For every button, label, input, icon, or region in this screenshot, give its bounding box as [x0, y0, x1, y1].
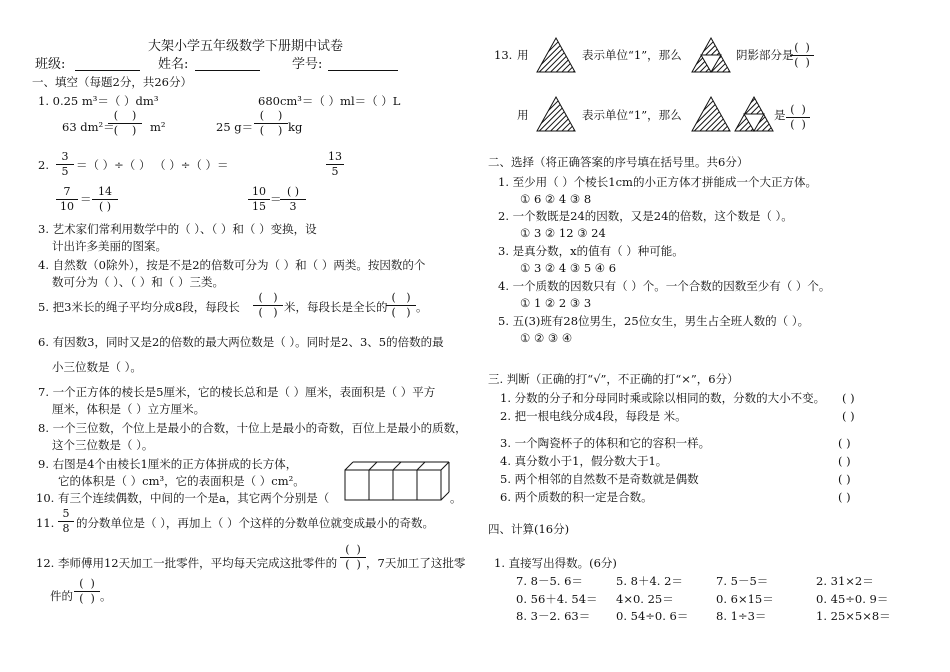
q13-fraction-2[interactable]: ( ) ( ): [786, 104, 810, 131]
q1-c-unit: m²: [150, 120, 166, 134]
calc-item: 8. 3－2. 63＝: [516, 609, 591, 623]
judge-2-answer[interactable]: ( ): [842, 409, 855, 423]
calc-subtitle: 1. 直接写出得数。(6分): [494, 556, 617, 570]
cuboid-figure: [343, 460, 453, 502]
q5-fraction-1[interactable]: ( ) ( ): [253, 292, 283, 319]
q1-d-unit: kg: [288, 120, 303, 134]
q5-part2: 米，每段长是全长的: [284, 300, 388, 314]
section3-title: 三. 判断（正确的打“√”，不正确的打“×”，6分）: [488, 372, 739, 386]
section1-title: 一、填空（每题2分，共26分）: [32, 75, 192, 89]
q9-line2: 它的体积是（ ）cm³，它的表面积是（ ）cm²。: [58, 474, 305, 488]
choice-4: 4. 一个质数的因数只有（ ）个。一个合数的因数至少有（ ）个。: [498, 279, 831, 293]
judge-4-answer[interactable]: ( ): [838, 454, 851, 468]
q13-number: 13.: [494, 48, 513, 62]
q2-fraction-5: 10 15: [248, 186, 270, 213]
calc-item: 7. 5－5＝: [716, 574, 769, 588]
name-blank[interactable]: [195, 70, 260, 71]
judge-5: 5. 两个相邻的自然数不是奇数就是偶数: [500, 472, 699, 486]
class-label: 班级:: [35, 57, 66, 72]
q7-line2: 厘米，体积是（ ）立方厘米。: [52, 402, 206, 416]
q3-line1: 3. 艺术家们常利用数学中的（ ）、（ ）和（ ）变换，设: [38, 222, 317, 236]
choice-3: 3. 是真分数，x的值有（ ）种可能。: [498, 244, 684, 258]
judge-6-answer[interactable]: ( ): [838, 490, 851, 504]
q5-end: 。: [416, 300, 428, 314]
calc-item: 0. 6×15＝: [716, 592, 774, 606]
q6-line2: 小三位数是（ ）。: [52, 360, 142, 374]
q8-line2: 这个三位数是（ ）。: [52, 438, 154, 452]
choice-5: 5. 五(3)班有28位男生，25位女生，男生占全班人数的（ ）。: [498, 314, 810, 328]
q2-middle: ＝（ ）÷（ ） （ ）÷（ ）＝: [76, 158, 229, 172]
triangle-icon: [535, 36, 577, 74]
calc-item: 4×0. 25＝: [616, 592, 674, 606]
q13-unit-1: 表示单位“1”，那么: [582, 48, 682, 62]
q11-text: 的分数单位是（ ），再加上（ ）个这样的分数单位就变成最小的奇数。: [76, 516, 435, 530]
calc-item: 7. 8－5. 6＝: [516, 574, 583, 588]
judge-1: 1. 分数的分子和分母同时乘或除以相同的数，分数的大小不变。: [500, 391, 826, 405]
triangle-icon-2: [535, 95, 577, 133]
calc-item: 2. 31×2＝: [816, 574, 874, 588]
judge-3: 3. 一个陶瓷杯子的体积和它的容积一样。: [500, 436, 711, 450]
id-blank[interactable]: [328, 70, 398, 71]
class-blank[interactable]: [75, 70, 140, 71]
calc-item: 0. 56＋4. 54＝: [516, 592, 598, 606]
q12-part3: 件的: [50, 589, 73, 603]
q13-use-1: 用: [517, 48, 529, 62]
choice-5-options[interactable]: ① ② ③ ④: [520, 331, 573, 345]
q13-is: 是: [774, 108, 786, 122]
judge-6: 6. 两个质数的积一定是合数。: [500, 490, 653, 504]
q2-fraction-6[interactable]: ( ) 3: [280, 186, 306, 213]
q2-fraction-4[interactable]: 14 ( ): [92, 186, 118, 213]
judge-4: 4. 真分数小于1，假分数大于1。: [500, 454, 668, 468]
section4-title: 四、计算(16分): [488, 522, 570, 536]
choice-1-options[interactable]: ① 6 ② 4 ③ 8: [520, 192, 592, 206]
choice-3-options[interactable]: ① 3 ② 4 ③ 5 ④ 6: [520, 261, 617, 275]
triangle-shaded-icon: [690, 36, 732, 74]
section2-title: 二、选择（将正确答案的序号填在括号里。共6分）: [488, 155, 749, 169]
judge-5-answer[interactable]: ( ): [838, 472, 851, 486]
choice-4-options[interactable]: ① 1 ② 2 ③ 3: [520, 296, 592, 310]
q2-fraction-2: 13 5: [328, 150, 342, 178]
q4-line2: 数可分为（ ）、（ ）和（ ）三类。: [52, 275, 224, 289]
q2-fraction-1: 3 5: [56, 151, 74, 178]
calc-item: 8. 1÷3＝: [716, 609, 767, 623]
q12-fraction-1[interactable]: ( ) ( ): [340, 544, 366, 571]
calc-item: 0. 45÷0. 9＝: [816, 592, 889, 606]
id-label: 学号:: [292, 57, 323, 72]
calc-item: 1. 25×5×8＝: [816, 609, 891, 623]
calc-item: 0. 54÷0. 6＝: [616, 609, 689, 623]
q1-d: 25 g＝: [216, 120, 254, 134]
q11-fraction: 5 8: [58, 508, 74, 535]
two-triangles-icon: [690, 95, 780, 133]
q7-line1: 7. 一个正方体的棱长是5厘米，它的棱长总和是（ ）厘米，表面积是（ ）平方: [38, 385, 436, 399]
judge-1-answer[interactable]: ( ): [842, 391, 855, 405]
q5-part1: 5. 把3米长的绳子平均分成8段，每段长: [38, 300, 240, 314]
choice-1: 1. 至少用（ ）个棱长1cm的小正方体才拼能成一个大正方体。: [498, 175, 817, 189]
q2-equals-2: ＝: [270, 192, 282, 206]
q10: 10. 有三个连续偶数，中间的一个是a，其它两个分别是（: [36, 491, 330, 505]
q13-use-2: 用: [517, 108, 529, 122]
q1-d-fraction[interactable]: ( ) ( ): [254, 110, 288, 137]
q13-unit-2: 表示单位“1”，那么: [582, 108, 682, 122]
name-label: 姓名:: [158, 57, 189, 72]
q11-number: 11.: [36, 516, 55, 530]
page-title: 大架小学五年级数学下册期中试卷: [148, 39, 344, 54]
q12-part2: ，7天加工了这批零: [366, 556, 466, 570]
q12-part1: 12. 李师傅用12天加工一批零件，平均每天完成这批零件的: [36, 556, 338, 570]
q6-line1: 6. 有因数3，同时又是2的倍数的最大两位数是（ ）。同时是2、3、5的倍数的最: [38, 335, 444, 349]
q10-end: 。: [450, 491, 462, 505]
q13-fraction-1[interactable]: ( ) ( ): [790, 42, 814, 69]
q2-number: 2.: [38, 158, 49, 172]
q1-b: 680cm³＝（ ）ml＝（ ）L: [258, 94, 401, 108]
choice-2-options[interactable]: ① 3 ② 12 ③ 24: [520, 226, 606, 240]
q1-a: 1. 0.25 m³＝（ ）dm³: [38, 94, 159, 108]
calc-item: 5. 8＋4. 2＝: [616, 574, 683, 588]
q4-line1: 4. 自然数（0除外），按是不是2的倍数可分为（ ）和（ ）两类。按因数的个: [38, 258, 426, 272]
choice-2: 2. 一个数既是24的因数，又是24的倍数，这个数是（ ）。: [498, 209, 793, 223]
q12-fraction-2[interactable]: ( ) ( ): [74, 578, 100, 605]
q13-shaded-text: 阴影部分是: [736, 48, 794, 62]
q2-equals-1: ＝: [80, 192, 92, 206]
q2-fraction-3: 7 10: [56, 186, 78, 213]
judge-3-answer[interactable]: ( ): [838, 436, 851, 450]
q8-line1: 8. 一个三位数，个位上是最小的合数，十位上是最小的奇数，百位上是最小的质数，: [38, 421, 467, 435]
q1-c: 63 dm²＝: [62, 120, 115, 134]
q5-fraction-2[interactable]: ( ) ( ): [386, 292, 416, 319]
q1-c-fraction[interactable]: ( ) ( ): [108, 110, 142, 137]
q12-end: 。: [100, 589, 112, 603]
judge-2: 2. 把一根电线分成4段，每段是 米。: [500, 409, 687, 423]
q3-line2: 计出许多美丽的图案。: [52, 239, 167, 253]
q9-line1: 9. 右图是4个由棱长1厘米的正方体拼成的长方体，: [38, 457, 298, 471]
